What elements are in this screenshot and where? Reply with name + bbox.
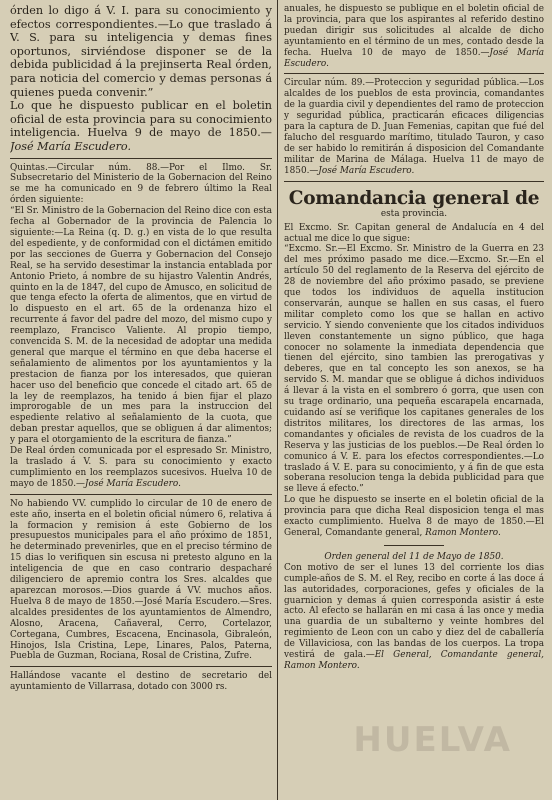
- orden-title: Orden general del 11 de Mayo de 1850.: [324, 551, 504, 562]
- comandancia-paragraph: El Excmo. Sr. Capitan general de Andalucía en 4 del actual me dice lo que sigue:: [284, 222, 544, 244]
- comandancia-quote: “Excmo. Sr.—El Excmo. Sr. Ministro de la Guerra en 23 del mes próximo pasado me dice.—Excmo. Sr.—En el artículo 50 del reglamento de la Reserva del ejército de 28 de noviembre del año próximo pasado, se previene que todos los individuos de aquella institucion conservarán, aunque se hallen en sus casas, el fuero militar completo como los que se hallan en activo servicio. Y siendo conveniente que los citados individuos lleven constantemente un signo público, que haga conocer no solamente la inmediata dependencia que tienen del ejército, sino tambien las prerogativas y deberes, que en tal concepto les son anexos, se ha servido S. M. mandar que se obligue á dichos individuos á llevar á la vista en el sombrero ó gorra, que usen con su trage ordinario, una pequeña escarapela encarnada, cuidando así se verifique los capitanes generales de los distritos militares, los directores de las armas, los comandantes y oficiales de revista de los cuadros de la Reserva y las justicias de los pueblos.—De Real órden lo comunico á V. E. para los efectos correspondientes.—Lo traslado á V. E. para su conocimiento, y á fin de que esta soberana resolucion tenga la debida publicidad para que se lleve á efecto.”: [284, 244, 544, 495]
- quintas-tail: De Real órden comunicada por el espresado Sr. Ministro, la traslado á V. S. para su conocimiento y exacto cumplimiento en los reemplazos sucesivos. Huelva 10 de mayo de 1850.—José María Escudero.: [10, 446, 272, 489]
- right-column: [284, 4, 544, 672]
- vacante-paragraph: Hallándose vacante el destino de secretario del ayuntamiento de Villarrasa, dotado con 3000 rs.: [10, 671, 272, 693]
- section-subheading: esta provincia.: [380, 208, 448, 219]
- comandancia-signature: Ramon Montero.: [425, 527, 501, 538]
- quintas-quote: “El Sr. Ministro de la Gobernacion del Reino dice con esta fecha al Gobernador de la provincia de Palencia lo siguiente:—La Reina (q. D. g.) en vista de lo que resulta del espediente, y de conformidad con el dictámen emitido por las secciones de Guerra y Gobernacion del Consejo Real, se ha servido desestimar la instancia entablada por Antonio Prieto, á nombre de su hijastro Valentin Andrés, quinto en la de 1847, del cupo de Amusco, en solicitud de que tenga efecto la oferta de alimentos, que en virtud de lo dispuesto en el art. 65 de la ordenanza hizo el recurrente á favor del padre del mozo, del mismo cupo y reemplazo, Francisco Valiente. Al propio tiempo, convencida S. M. de la necesidad de adoptar una medida general que marque el término en que deba hacerse el señalamiento de alimentos por los ayuntamientos y la prestacion de fianza por los interesados, que quieran hacer uso del beneficio que concede el citado art. 65 de la ley de reemplazos, ha tenido á bien fijar el plazo improrogable de un mes para la instruccion del espediente relativo al señalamiento de la cuota, que deban prestar aquellos, que se obliguen á dar alimentos; y para el otorgamiento de la escritura de fianza.”: [10, 206, 272, 446]
- section-heading: Comandancia general de: [288, 187, 540, 209]
- left-column: [10, 4, 272, 693]
- presupuestos-paragraph: No habiendo VV. cumplido lo circular de 10 de enero de este año, inserta en el boletin oficial número 6, relativa á la formacion y remision á este Gobierno de los presupuestos municipales para el año próximo de 1851, he determinado prevenirles, que en el preciso término de 15 dias lo verifiquen sin escusa ni pretesto alguno en la inteligencia de que en caso contrario despacharé diligenciero de apremio contra los Sres. alcaldes que aparezcan morosos.—Dios guarde á VV. muchos años. Huelva 8 de mayo de 1850.—José María Escudero.—Sres. alcaldes presidentes de los ayuntamientos de Almendro, Alosno, Aracena, Cañaveral, Cerro, Cortelazor, Cortegana, Cumbres, Escacena, Encinasola, Gibraleón, Hinojos, Isla Cristina, Lepe, Linares, Palos, Paterna, Puebla de Guzman, Rociana, Rosal de Cristina, Zufre.: [10, 498, 272, 662]
- section-rule: [284, 181, 544, 182]
- intro-second-paragraph: Lo que he dispuesto publicar en el boletin oficial de esta provincia para su conocimiento inteligencia. Huelva 9 de mayo de 1850.—José María Escudero.: [10, 99, 272, 153]
- column-divider: [277, 0, 278, 800]
- intro-paragraph: órden lo digo á V. I. para su conocimiento y efectos correspondientes.—Lo que traslado á V. S. para su inteligencia y demas fines oportunos, sirviéndose disponer se de la debida publicidad á la prejinserta Real órden, para noticia del comercio y demas personas á quienes pueda convenir.”: [10, 4, 272, 99]
- circular-89-paragraph: Circular núm. 89.—Proteccion y seguridad pública.—Los alcaldes de los pueblos de esta provincia, comandantes de la guardia civil y dependientes del ramo de proteccion y seguridad pública, practicarán eficaces diligencias para la captura de D. Juan Femenias, capitan que fué del falucho del resguardo marítimo, titulado Tauron, y caso de ser habido lo remitirán á disposicion del Comandante militar de Marina de Málaga. Huelva 11 de mayo de 1850.—José María Escudero.: [284, 78, 544, 176]
- section-rule: [10, 494, 272, 495]
- intro-signature: José María Escudero.: [10, 139, 132, 153]
- quintas-paragraph: Quintas.—Circular núm. 88.—Por el Ilmo. Sr. Subsecretario del Ministerio de la Gobernacion del Reino se me ha comunicado en 9 de febrero último la Real órden siguiente:: [10, 162, 272, 206]
- circular-89-signature: —José María Escudero.: [309, 165, 415, 176]
- orden-paragraph: Con motivo de ser el lunes 13 del corriente los dias cumple-años de S. M. el Rey, recibo en corte á las doce á las autoridades, corporaciones, gefes y oficiales de la guarnicion y demas á quien corresponda asistir á este acto. Al efecto se hallarán en mi casa á las once y media una guardia de un subalterno y veinte hombres del regimiento de Leon con un cabo y diez del de caballería de Villaviciosa, con las bandas de los cuerpos. La tropa vestirá de gala.—El General, Comandante general, Ramon Montero.: [284, 562, 544, 671]
- orden-signature: —El General, Comandante general, Ramon Montero.: [284, 650, 544, 671]
- continued-signature: —José María Escudero.: [284, 47, 544, 69]
- continued-paragraph: anuales, he dispuesto se publique en el boletin oficial de la provincia, para que los aspirantes al referido destino puedan dirigir sus solicitudes al alcalde de dicho ayuntamiento en el término de un mes, contado desde la fecha. Huelva 10 de mayo de 1850.—José María Escudero.: [284, 4, 544, 69]
- section-rule: [10, 666, 272, 667]
- section-rule: [10, 158, 272, 159]
- watermark: HUELVA: [353, 720, 512, 760]
- quintas-signature: José María Escudero.: [84, 478, 181, 489]
- short-rule: [384, 545, 444, 546]
- comandancia-tail: Lo que he dispuesto se inserte en el boletin oficial de la provincia para que dicha Real disposicion tenga el mas exacto cumplimiento. Huelva 8 de mayo de 1850.—El General, Comandante general, Ramon Montero.: [284, 495, 544, 538]
- section-rule: [284, 73, 544, 74]
